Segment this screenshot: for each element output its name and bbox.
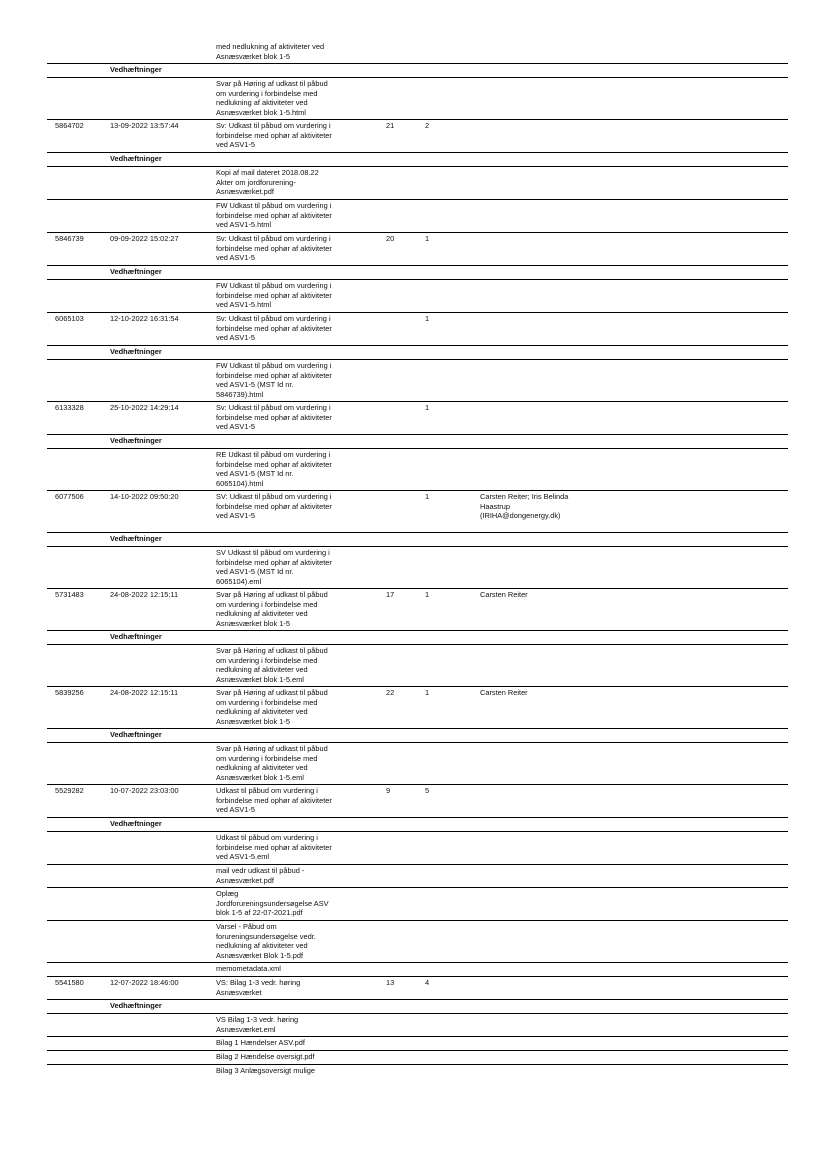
- subject-text: Udkast til påbud om vurdering i forbindelse med ophør af aktiviteter ved ASV1-5: [216, 786, 332, 815]
- count-b: 5: [425, 786, 430, 795]
- subject-text: Sv: Udkast til påbud om vurdering i forbindelse med ophør af aktiviteter ved ASV1-5: [216, 234, 332, 263]
- table-row: [47, 976, 788, 999]
- attachments-header: [47, 265, 788, 279]
- document-id: 6077506: [55, 492, 84, 501]
- document-date: 10-07-2022 23:03:00: [110, 786, 179, 795]
- count-b: 1: [425, 314, 430, 323]
- table-row: [47, 119, 788, 152]
- attachment-filename: Bilag 2 Hændelse oversigt.pdf: [216, 1052, 315, 1061]
- attachments-label: Vedhæftninger: [110, 632, 162, 641]
- table-row: [47, 588, 788, 630]
- attachment-filename: Oplæg Jordforureningsundersøgelse ASV blok 1-5 af 22-07-2021.pdf: [216, 889, 329, 918]
- attachment-filename: FW Udkast til påbud om vurdering i forbindelse med ophør af aktiviteter ved ASV1-5.html: [216, 201, 332, 230]
- document-id: 5839256: [55, 688, 84, 697]
- attachment-item: [47, 546, 788, 588]
- subject-text: Sv: Udkast til påbud om vurdering i forbindelse med ophør af aktiviteter ved ASV1-5: [216, 403, 332, 432]
- attachments-label: Vedhæftninger: [110, 154, 162, 163]
- attachments-header: [47, 63, 788, 77]
- attachment-filename: Bilag 3 Anlægsoversigt mulige: [216, 1066, 316, 1075]
- document-date: 24-08-2022 12:15:11: [110, 590, 179, 599]
- document-date: 12-07-2022 18:46:00: [110, 978, 179, 987]
- table-row: [47, 401, 788, 434]
- attachment-filename: Varsel - Påbud om forureningsundersøgelse vedr. nedlukning af aktiviteter ved Asnæsværket Blok 1-5.pdf: [216, 922, 316, 960]
- attachment-item: [47, 831, 788, 864]
- attachments-header: [47, 434, 788, 448]
- attachment-filename: RE Udkast til påbud om vurdering i forbindelse med ophør af aktiviteter ved ASV1-5 (MST Id nr. 6065104).html: [216, 450, 332, 488]
- attachments-header: [47, 152, 788, 166]
- attachment-item: [47, 644, 788, 686]
- table-row: [47, 490, 788, 532]
- subject-text: Sv: Udkast til påbud om vurdering i forbindelse med ophør af aktiviteter ved ASV1-5: [216, 121, 332, 150]
- recipients: Carsten Reiter: [480, 590, 528, 599]
- document-id: 5541580: [55, 978, 84, 987]
- document-date: 13-09-2022 13:57:44: [110, 121, 179, 130]
- attachment-item: [47, 742, 788, 784]
- attachment-item: [47, 962, 788, 976]
- subject-text: VS: Bilag 1-3 vedr. høring Asnæsværket: [216, 978, 301, 997]
- table-row: [47, 784, 788, 817]
- count-a: 21: [386, 121, 395, 130]
- attachment-item: [47, 1013, 788, 1036]
- document-date: 14-10-2022 09:50:20: [110, 492, 179, 501]
- attachment-item: [47, 887, 788, 920]
- attachment-filename: Udkast til påbud om vurdering i forbindelse med ophør af aktiviteter ved ASV1-5.eml: [216, 833, 332, 862]
- attachment-filename: Svar på Høring af udkast til påbud om vurdering i forbindelse med nedlukning af aktiviteter ved Asnæsværket blok 1-5.eml: [216, 646, 328, 684]
- attachments-header: [47, 532, 788, 546]
- attachment-item: [47, 359, 788, 401]
- attachment-item: [47, 1064, 788, 1078]
- count-a: 17: [386, 590, 395, 599]
- document-id: 5731483: [55, 590, 84, 599]
- attachment-item: [47, 77, 788, 119]
- attachment-filename: Svar på Høring af udkast til påbud om vurdering i forbindelse med nedlukning af aktiviteter ved Asnæsværket blok 1-5.html: [216, 79, 328, 117]
- count-b: 2: [425, 121, 430, 130]
- count-b: 4: [425, 978, 430, 987]
- document-id: 5529282: [55, 786, 84, 795]
- attachment-filename: FW Udkast til påbud om vurdering i forbindelse med ophør af aktiviteter ved ASV1-5 (MST Id nr. 5846739).html: [216, 361, 332, 399]
- attachment-item: [47, 920, 788, 962]
- attachment-item: [47, 279, 788, 312]
- attachments-label: Vedhæftninger: [110, 534, 162, 543]
- attachments-label: Vedhæftninger: [110, 730, 162, 739]
- document-id: 5846739: [55, 234, 84, 243]
- subject-text: Svar på Høring af udkast til påbud om vurdering i forbindelse med nedlukning af aktiviteter ved Asnæsværket blok 1-5: [216, 590, 328, 628]
- attachment-filename: Svar på Høring af udkast til påbud om vurdering i forbindelse med nedlukning af aktiviteter ved Asnæsværket blok 1-5.eml: [216, 744, 328, 782]
- attachments-label: Vedhæftninger: [110, 819, 162, 828]
- attachment-item: [47, 199, 788, 232]
- attachment-filename: VS Bilag 1-3 vedr. høring Asnæsværket.eml: [216, 1015, 299, 1034]
- attachment-item: [47, 864, 788, 887]
- count-a: 22: [386, 688, 395, 697]
- count-b: 1: [425, 234, 430, 243]
- count-b: 1: [425, 403, 430, 412]
- attachment-filename: memometadata.xml: [216, 964, 281, 973]
- subject-text: Svar på Høring af udkast til påbud om vurdering i forbindelse med nedlukning af aktiviteter ved Asnæsværket blok 1-5: [216, 688, 328, 726]
- attachments-label: Vedhæftninger: [110, 267, 162, 276]
- count-b: 1: [425, 492, 430, 501]
- count-a: 9: [386, 786, 391, 795]
- document-date: 12-10-2022 16:31:54: [110, 314, 179, 323]
- subject-text: Sv: Udkast til påbud om vurdering i forbindelse med ophør af aktiviteter ved ASV1-5: [216, 314, 332, 343]
- attachments-header: [47, 728, 788, 742]
- continued-subject: [47, 40, 788, 63]
- document-date: 24-08-2022 12:15:11: [110, 688, 179, 697]
- table-row: [47, 312, 788, 345]
- document-id: 6065103: [55, 314, 84, 323]
- count-b: 1: [425, 688, 430, 697]
- attachment-filename: mail vedr udkast til påbud - Asnæsværket.pdf: [216, 866, 305, 885]
- attachment-item: [47, 1050, 788, 1064]
- attachments-header: [47, 817, 788, 831]
- count-a: 20: [386, 234, 395, 243]
- table-row: [47, 686, 788, 728]
- document-date: 25-10-2022 14:29:14: [110, 403, 179, 412]
- attachments-header: [47, 999, 788, 1013]
- attachments-header: [47, 345, 788, 359]
- table-row: [47, 232, 788, 265]
- attachment-item: [47, 166, 788, 199]
- document-id: 5864702: [55, 121, 84, 130]
- attachment-item: [47, 1036, 788, 1050]
- subject-text: med nedlukning af aktiviteter ved Asnæsværket blok 1-5: [216, 42, 325, 61]
- document-date: 09-09-2022 15:02:27: [110, 234, 179, 243]
- count-a: 13: [386, 978, 395, 987]
- attachment-filename: SV Udkast til påbud om vurdering i forbindelse med ophør af aktiviteter ved ASV1-5 (MST Id nr. 6065104).eml: [216, 548, 332, 586]
- attachments-label: Vedhæftninger: [110, 65, 162, 74]
- document-id: 6133328: [55, 403, 84, 412]
- attachments-header: [47, 630, 788, 644]
- attachments-label: Vedhæftninger: [110, 436, 162, 445]
- attachment-filename: Bilag 1 Hændelser ASV.pdf: [216, 1038, 305, 1047]
- count-b: 1: [425, 590, 430, 599]
- subject-text: SV: Udkast til påbud om vurdering i forbindelse med ophør af aktiviteter ved ASV1-5: [216, 492, 332, 521]
- recipients: Carsten Reiter; Iris Belinda Haastrup (IRIHA@dongenergy.dk): [480, 492, 569, 521]
- attachments-label: Vedhæftninger: [110, 1001, 162, 1010]
- recipients: Carsten Reiter: [480, 688, 528, 697]
- attachment-filename: FW Udkast til påbud om vurdering i forbindelse med ophør af aktiviteter ved ASV1-5.html: [216, 281, 332, 310]
- attachment-filename: Kopi af mail dateret 2018.08.22 Akter om jordforurening- Asnæsværket.pdf: [216, 168, 319, 197]
- attachments-label: Vedhæftninger: [110, 347, 162, 356]
- attachment-item: [47, 448, 788, 490]
